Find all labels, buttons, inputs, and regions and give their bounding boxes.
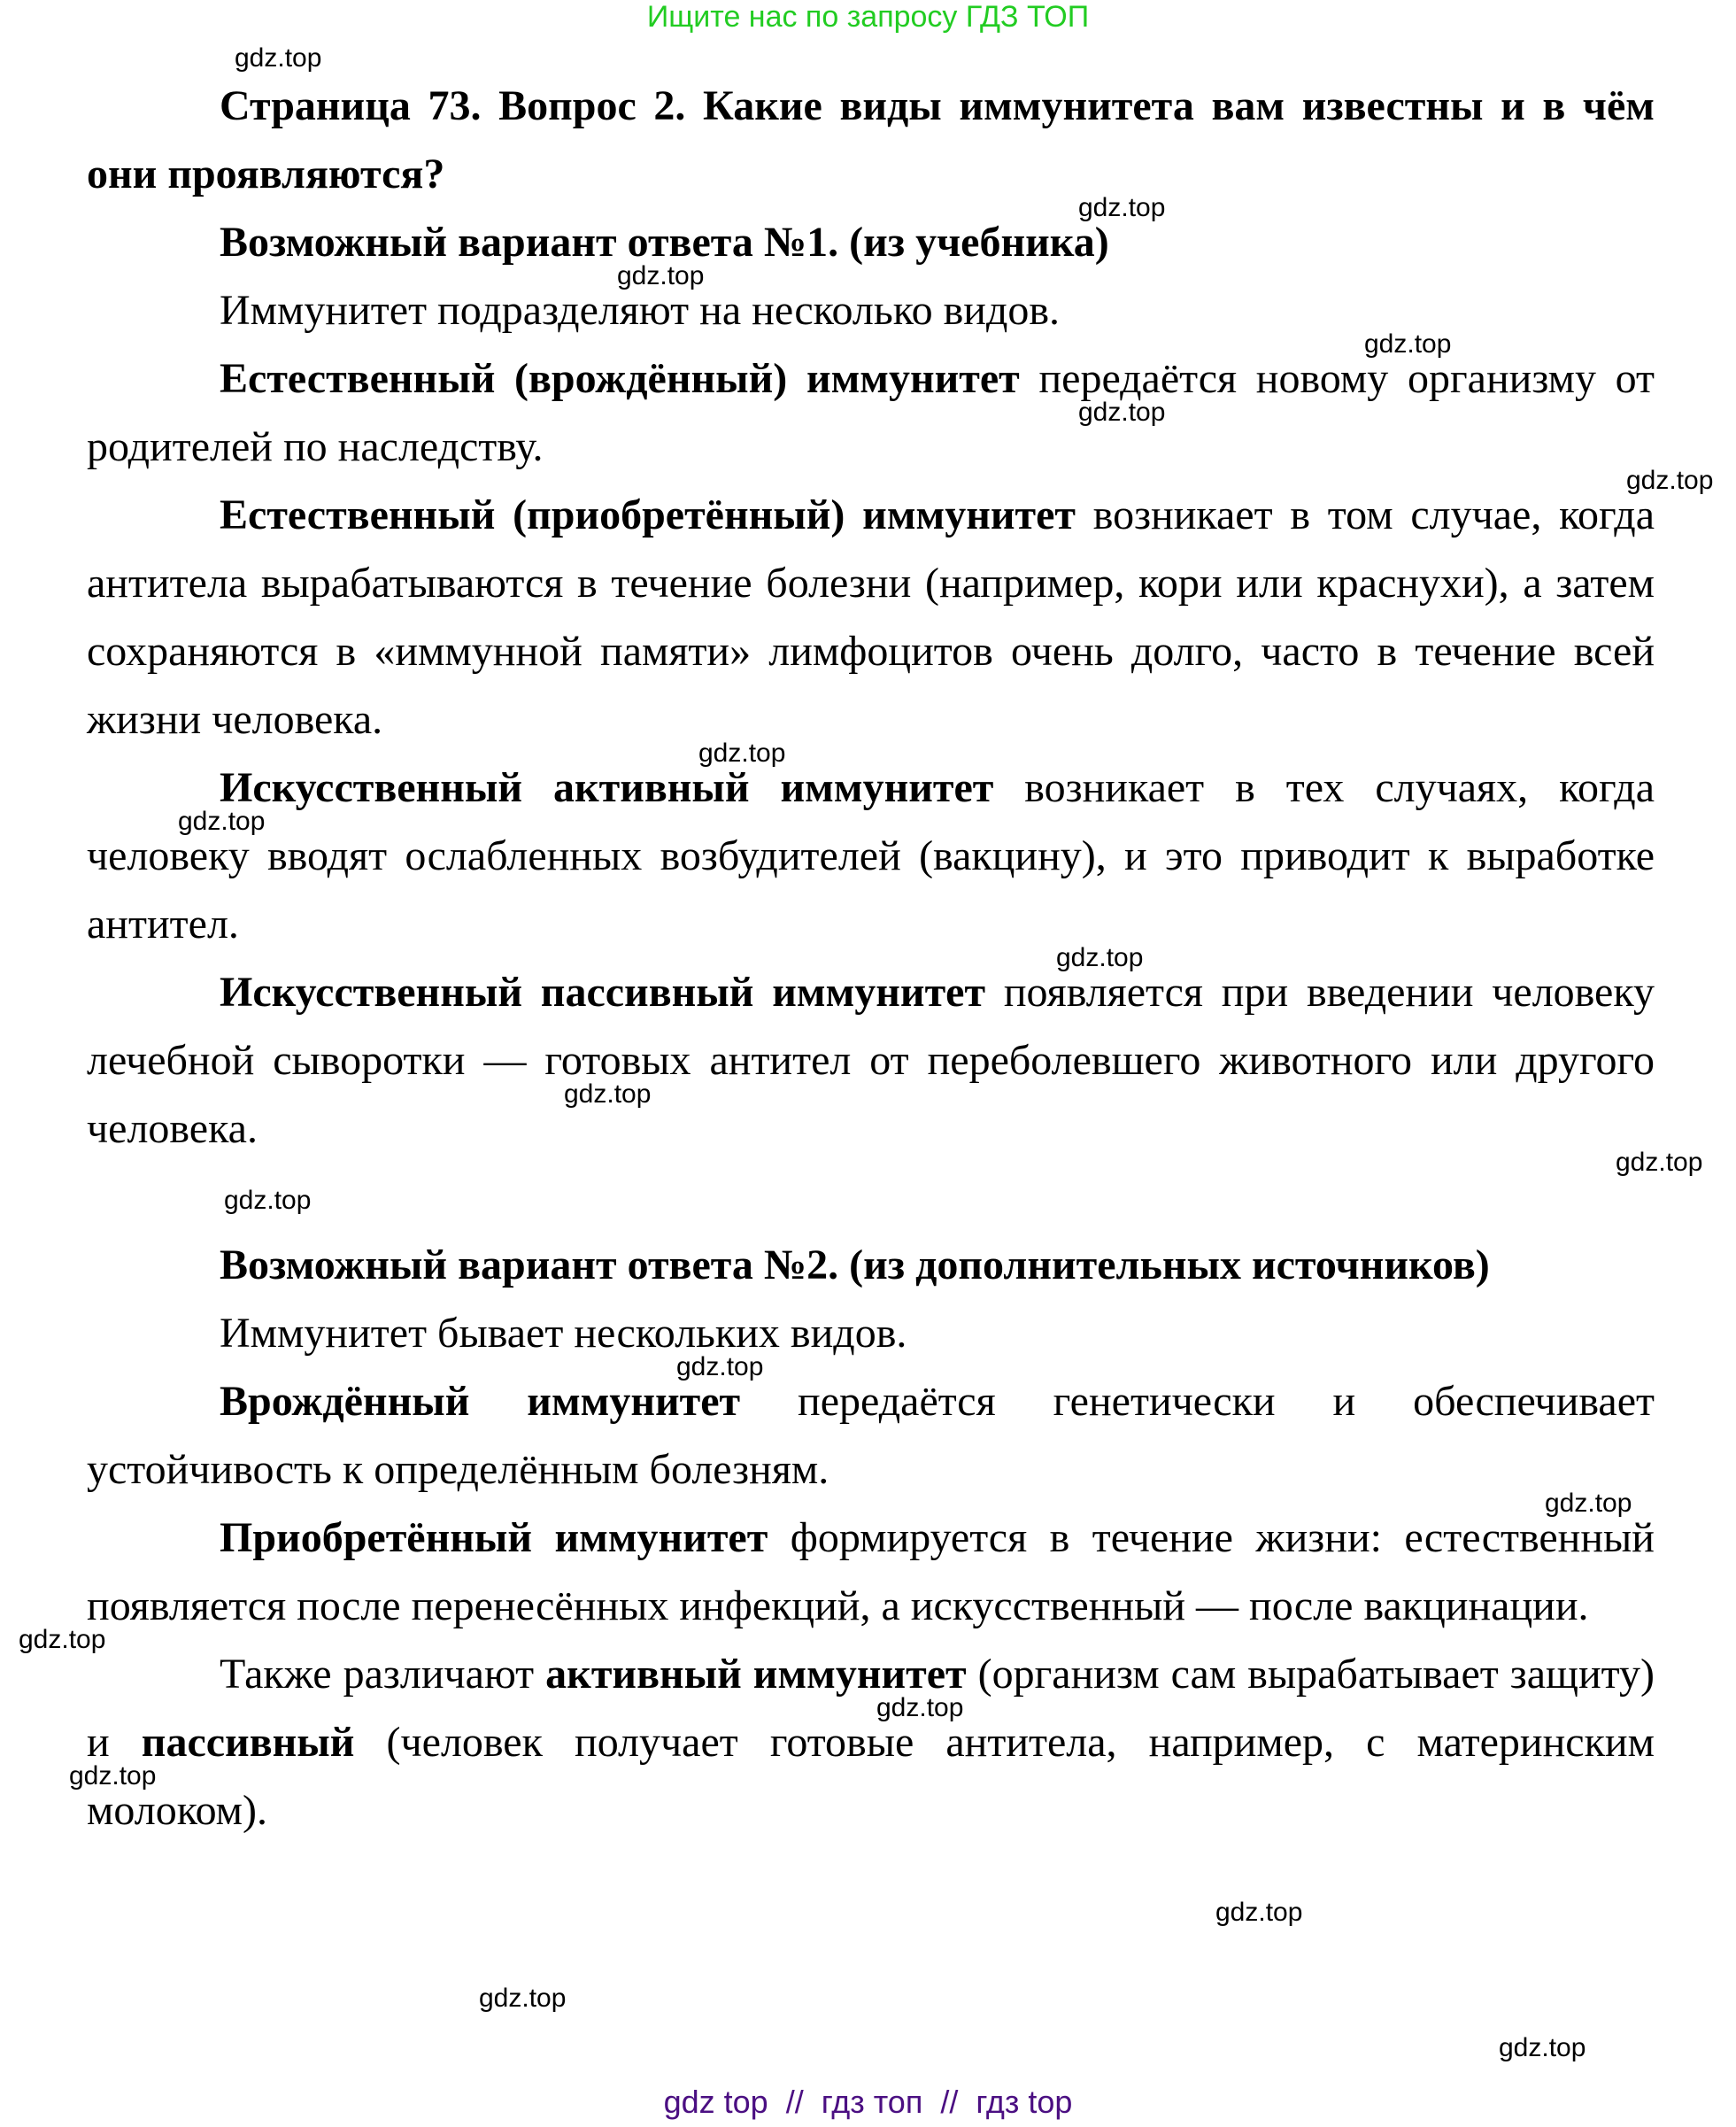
watermark: gdz.top xyxy=(1078,398,1166,427)
watermark: gdz.top xyxy=(1616,1148,1703,1177)
watermark: gdz.top xyxy=(1626,466,1714,495)
watermark: gdz.top xyxy=(19,1625,106,1654)
term: пассивный xyxy=(141,1719,355,1766)
watermark: gdz.top xyxy=(617,261,705,290)
variant1-paragraph xyxy=(87,481,1655,754)
watermark: gdz.top xyxy=(698,739,786,768)
text: (организм сам вырабатывает защиту) и xyxy=(87,1651,1655,1766)
watermark: gdz.top xyxy=(178,807,266,836)
watermark: gdz.top xyxy=(1056,943,1144,972)
term: Естественный (приобретённый) иммунитет xyxy=(220,491,1076,538)
term: Естественный (врождённый) иммунитет xyxy=(220,355,1020,402)
watermark: gdz.top xyxy=(224,1186,312,1215)
variant1-intro: Иммунитет подразделяют на несколько видов. xyxy=(220,287,1061,334)
term: Искусственный пассивный иммунитет xyxy=(220,969,986,1016)
variant1-paragraph xyxy=(87,958,1655,1163)
variant1-heading-text: Возможный вариант ответа №1. (из учебника) xyxy=(220,219,1109,266)
watermark: gdz.top xyxy=(564,1079,652,1109)
variant2-intro: Иммунитет бывает нескольких видов. xyxy=(220,1310,907,1357)
watermark: gdz.top xyxy=(876,1693,964,1722)
definition: появляется при введении человеку лечебной сыворотки — готовых антител от переболевшего животного или другого человека. xyxy=(87,969,1655,1152)
question-title xyxy=(87,72,1655,208)
variant1-heading xyxy=(87,208,1655,276)
watermark: gdz.top xyxy=(1364,329,1452,359)
term: Врождённый иммунитет xyxy=(220,1378,741,1425)
watermark: gdz.top xyxy=(1215,1898,1303,1927)
watermark: gdz.top xyxy=(479,1984,567,2013)
variant2-paragraph xyxy=(87,1640,1655,1845)
variant1-paragraph xyxy=(87,754,1655,958)
watermark: gdz.top xyxy=(1078,193,1166,222)
footer-links: gdz top // гдз топ // гдз top xyxy=(663,2084,1073,2120)
term: Приобретённый иммунитет xyxy=(220,1514,768,1561)
watermark: gdz.top xyxy=(235,43,322,73)
watermark: gdz.top xyxy=(69,1761,157,1791)
definition: передаётся новому организму от родителей по наследству. xyxy=(87,355,1655,470)
text: Также различают xyxy=(220,1651,546,1698)
variant2-paragraph xyxy=(87,1367,1655,1504)
spacer xyxy=(87,1163,1655,1231)
watermark: gdz.top xyxy=(676,1352,764,1381)
definition: возникает в тех случаях, когда человеку вводят ослабленных возбудителей (вакцину), и это приводит к выработке антител. xyxy=(87,764,1655,947)
variant2-heading xyxy=(87,1231,1655,1299)
question-title-text: Страница 73. Вопрос 2. Какие виды иммунитета вам известны и в чём они проявляются? xyxy=(87,82,1655,197)
search-banner: Ищите нас по запросу ГДЗ ТОП xyxy=(646,0,1090,34)
variant2-heading-text: Возможный вариант ответа №2. (из дополнительных источников) xyxy=(220,1241,1490,1288)
text: (человек получает готовые антитела, например, с материнским молоком). xyxy=(87,1719,1655,1834)
variant1-paragraph xyxy=(87,344,1655,481)
term: Искусственный активный иммунитет xyxy=(220,764,994,811)
watermark: gdz.top xyxy=(1545,1489,1632,1518)
definition: передаётся генетически и обеспечивает устойчивость к определённым болезням. xyxy=(87,1378,1655,1493)
variant2-paragraph xyxy=(87,1504,1655,1640)
watermark: gdz.top xyxy=(1499,2033,1586,2062)
term: активный иммунитет xyxy=(545,1651,967,1698)
definition: возникает в том случае, когда антитела вырабатываются в течение болезни (например, кори или краснухи), а затем сохраняются в «иммунной памяти» лимфоцитов очень долго, часто в течение всей жизни человека. xyxy=(87,491,1655,743)
definition: формируется в течение жизни: естественный появляется после перенесённых инфекций, а искусственный — после вакцинации. xyxy=(87,1514,1655,1629)
